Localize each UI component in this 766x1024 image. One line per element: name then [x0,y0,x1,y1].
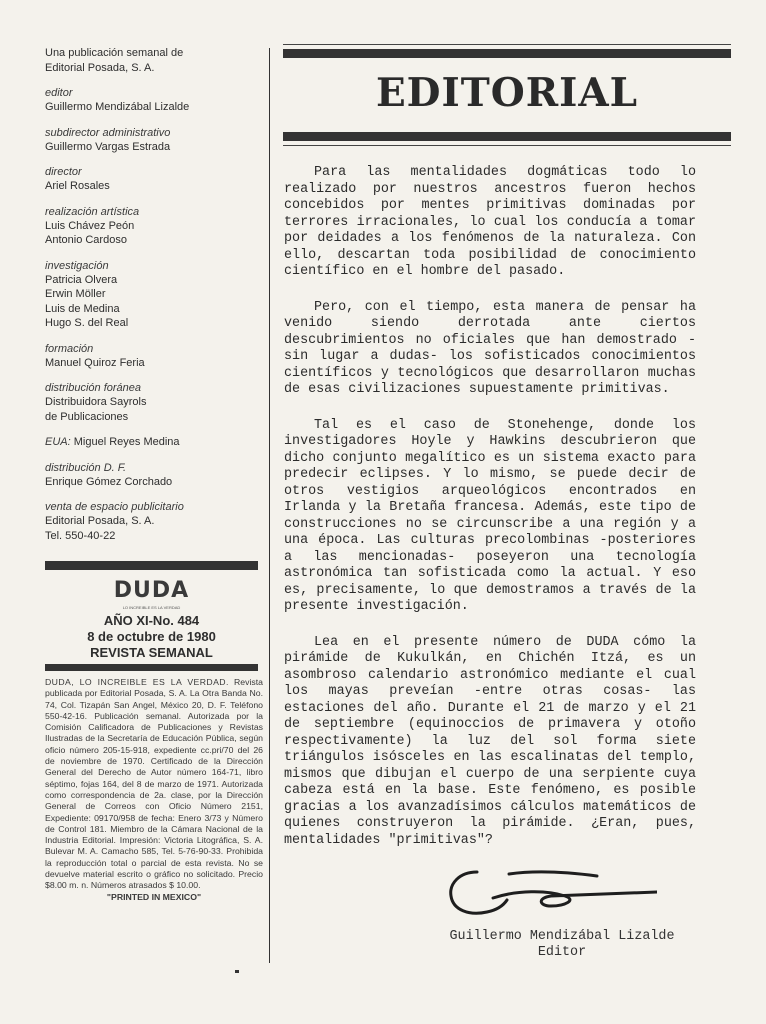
credit-name: Guillermo Vargas Estrada [45,140,171,153]
credit-name: Ariel Rosales [45,180,110,192]
legal-notice [45,677,263,903]
header-rule-thin [283,145,731,146]
header-rule-thick [283,132,731,141]
publisher-line: Editorial Posada, S. A. [45,61,155,74]
credit-role: realización artística [45,205,140,218]
credit-role: editor [45,87,73,99]
credit-name: Luis Chávez Peón [45,219,135,232]
issue-number: AÑO XI-No. 484 [103,613,200,628]
credit-name: Distribuidora Sayrols [45,396,147,408]
header-rule-thin [283,44,731,45]
credit-role: distribución foránea [45,382,142,394]
credit-name: Editorial Posada, S. A. [45,515,155,527]
editorial-paragraph: Lea en el presente número de DUDA cómo la pirámide de Kukulkán, en Chichén Itzá, es un asombroso calendario astronómico mediante el cual los mayas preveían -entre otras cosas- las estaciones del año. Durante el 21 de marzo y el 21 de septiembre (equinoccios de primavera y otoño respectivamente) la luz del sol forma siete triángulos isósceles en las escalinatas del templo, mismos que dibujan el cuerpo de una serpiente cuya cabeza está en la base. Este fenómeno, es posible gracias a los avanzadísimos cálculos matemáticos de quienes construyeron la pirámide. ¿Eran, pues, mentalidades "primitivas"? [284,634,696,848]
print-speck [235,970,239,973]
credit-name: Luis de Medina [45,302,120,315]
credit-role: formación [45,342,94,355]
credit-role: venta de espacio publicitario [45,501,184,513]
header-rule-thick [283,49,731,58]
credit-editor [45,86,265,115]
issue-type: REVISTA SEMANAL [90,645,213,660]
publisher-line: Una publicación semanal de [45,47,184,59]
editorial-paragraph: Pero, con el tiempo, esta manera de pensar ha venido siendo derrotada ante ciertos descubrimientos no oficiales que han demostrado -sin lugar a dudas- los sofisticados conocimientos científicos y tecnológicos que desarrollaron muchas de esas civilizaciones supuestamente primitivas. [284,299,696,397]
editor-signature [447,866,657,920]
credit-art [45,205,265,248]
duda-logo: DUDA [113,578,190,603]
issue-info [45,613,258,661]
credit-advertising [45,500,265,543]
issue-date: 8 de octubre de 1980 [87,629,216,644]
editorial-paragraph: Tal es el caso de Stonehenge, donde los investigadores Hoyle y Hawkins descubrieron que dicho conjunto megalítico es un sistema exacto para predecir eclipses. Y lo mismo, se puede decir de otros vestigios arqueológicos encontrados en Irlanda y la Bretaña francesa. Además, este tipo de construcciones no se circunscribe a una región y a una época. Las culturas precolombinas -posteriores a las mencionadas- poseyeron una tecnología astronómica tan sofisticada como la actual. Y eso es, precisamente, lo que demostramos a través de la presente investigación. [284,417,696,614]
publisher-credit [45,46,265,75]
credit-name: Guillermo Mendizábal Lizalde [45,101,190,113]
sidebar-rule-top [45,561,258,570]
credit-layout [45,342,265,371]
masthead-sidebar [45,46,265,554]
credit-role: EUA: [45,436,71,448]
editorial-paragraph: Para las mentalidades dogmáticas todo lo realizado por nuestros ancestros fueron hechos concebidos por mentes primitivas dominadas por terrores irracionales, lo cual los conducía a tomar por deidades a los fenómenos de la naturaleza. Con ello, descartan toda posibilidad de conocimiento científico en el hombre del pasado. [284,165,696,279]
editor-name: Guillermo Mendizábal Lizalde [449,929,675,944]
credit-name: Hugo S. del Real [45,317,129,329]
editor-title: Editor [537,945,587,960]
editorial-body [284,165,696,868]
credit-name: Erwin Möller [45,288,106,300]
editor-signoff [412,929,712,961]
credit-role: subdirector administrativo [45,126,171,139]
credit-name: Miguel Reyes Medina [73,436,180,448]
credit-name: de Publicaciones [45,410,129,423]
legal-text: Revista publicada por Editorial Posada, S. A. La Otra Banda No. 74, Col. Tizapán San Angel, México 20, D. F. Teléfono 550-42-16. Publicación semanal. Autorizada por la Comisión Calificadora de Publicaciones y Revistas Ilustradas de la Secretaría de Educación Pública, según oficio número 205-15-918, expediente cc.pri/70 del 26 de noviembre de 1970. Certificado de la Dirección General del Derecho de Autor número 164-71, libro séptimo, fojas 164, del 8 de marzo de 1971. Autorizada como correspondencia de 2a. clase, por la Dirección General de Correos con Oficio Número 2151, Expediente: 09170/958 de fecha: Enero 3/73 y Número de Control 181. Miembro de la Cámara Nacional de la Industria Editorial. Impresión: Victoria Litográfica, S. A. Bulevar M. A. Camacho 585, Tel. 5-76-90-33. Prohibida la reproducción total o parcial de esta revista. No se devuelve material escrito o gráfico no solicitado. Precio $8.00 m. n. Números atrasados $ 10.00. [45,677,263,891]
sidebar-rule-bottom [45,664,258,671]
credit-subdirector [45,126,265,155]
credit-name: Enrique Gómez Corchado [45,475,173,488]
credit-eua [45,435,265,450]
printed-in-mexico: "PRINTED IN MEXICO" [106,891,202,902]
credit-name: Tel. 550-40-22 [45,529,116,542]
duda-logo-tagline: LO INCREIBLE ES LA VERDAD [122,605,181,610]
credit-name: Antonio Cardoso [45,234,127,246]
credit-role: director [45,166,82,178]
editorial-heading: EDITORIAL [375,70,639,116]
legal-title: DUDA, LO INCREIBLE ES LA VERDAD. [45,677,229,687]
credit-role: investigación [45,259,109,272]
column-divider [269,48,270,963]
credit-role: distribución D. F. [45,461,127,474]
credit-name: Patricia Olvera [45,273,118,286]
credit-research [45,259,265,331]
credit-df-distribution [45,461,265,490]
credit-director [45,165,265,194]
credit-foreign-distribution [45,381,265,424]
credit-name: Manuel Quiroz Feria [45,356,145,369]
